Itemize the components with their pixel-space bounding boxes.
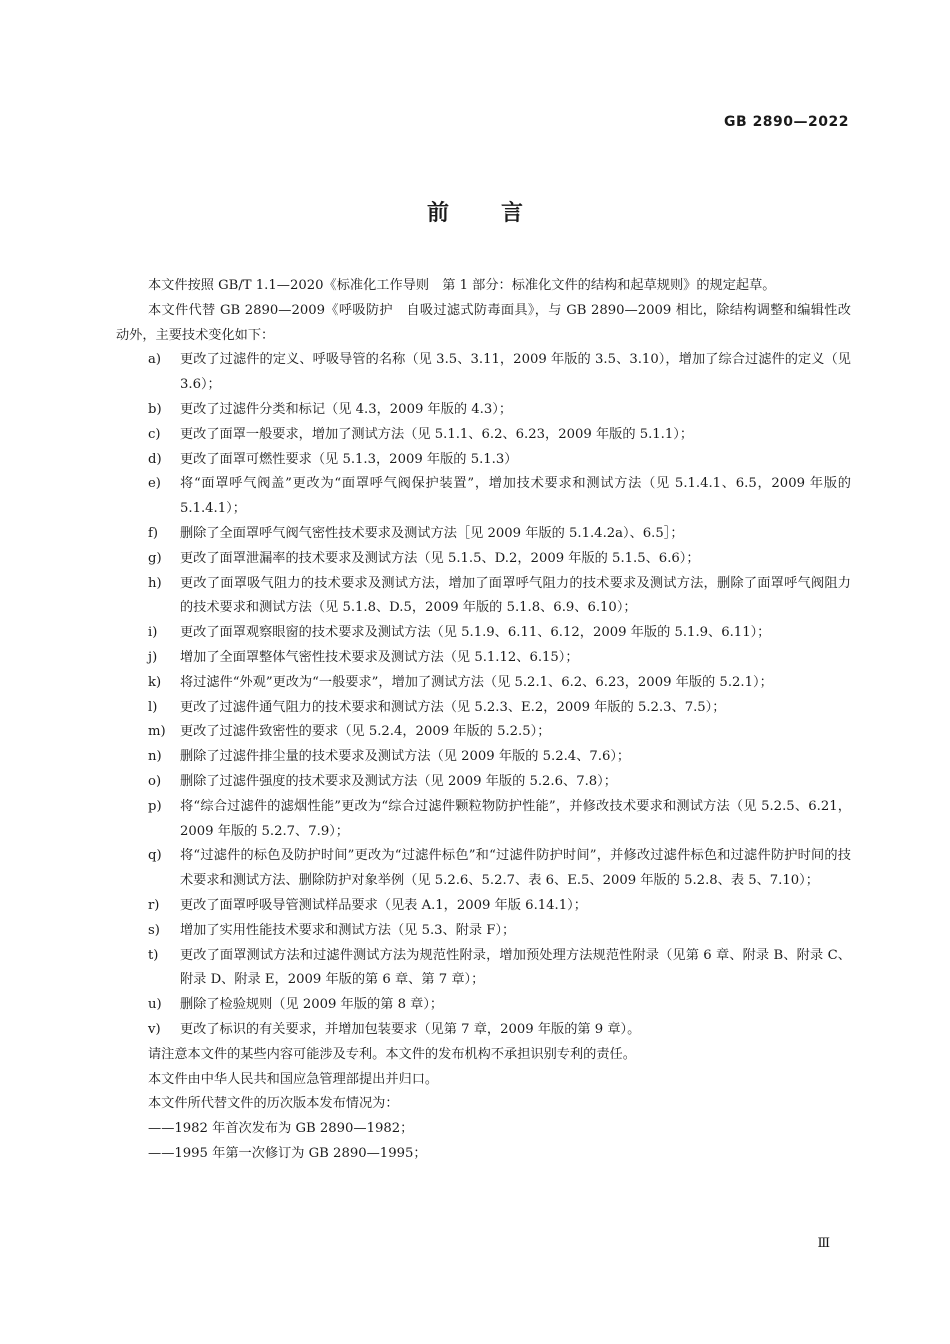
- change-item-text: 将“过滤件的标色及防护时间”更改为“过滤件标色”和“过滤件防护时间”，并修改过滤件标色和过滤件防护时间的技术要求和测试方法、删除防护对象举例（见 5.2.6、5.2.7、表 6、E.5、2009 年版的 5.2.8、表 5、7.10）；: [180, 848, 851, 889]
- change-item-label: l): [148, 699, 158, 715]
- change-item-text: 更改了面罩观察眼窗的技术要求及测试方法（见 5.1.9、6.11、6.12，2009 年版的 5.1.9、6.11）；: [180, 625, 771, 641]
- change-item: [116, 522, 851, 547]
- change-item-text: 更改了过滤件的定义、呼吸导管的名称（见 3.5、3.11，2009 年版的 3.5、3.10），增加了综合过滤件的定义（见 3.6）；: [180, 352, 851, 393]
- change-item-text: 增加了全面罩整体气密性技术要求及测试方法（见 5.1.12、6.15）；: [180, 649, 579, 665]
- change-item-label: i): [148, 625, 158, 641]
- change-item-label: k): [148, 674, 162, 690]
- change-item: [116, 646, 851, 671]
- change-item: [116, 1018, 851, 1043]
- change-item-text: 更改了过滤件分类和标记（见 4.3，2009 年版的 4.3）；: [180, 401, 513, 417]
- change-item-label: n): [148, 749, 162, 765]
- change-item: [116, 572, 851, 622]
- intro-paragraph: 本文件按照 GB/T 1.1—2020《标准化工作导则 第 1 部分：标准化文件的结构和起草规则》的规定起草。: [148, 278, 776, 293]
- change-item-text: 删除了过滤件排尘量的技术要求及测试方法（见 2009 年版的 5.2.4、7.6）；: [180, 749, 631, 765]
- change-item-label: r): [148, 897, 160, 913]
- change-item-text: 更改了面罩可燃性要求（见 5.1.3，2009 年版的 5.1.3）: [180, 451, 518, 467]
- change-item: [116, 448, 851, 473]
- change-item-label: v): [148, 1021, 161, 1037]
- page-number: Ⅲ: [817, 1236, 830, 1251]
- change-item: [116, 696, 851, 721]
- standard-code: GB 2890—2022: [724, 114, 849, 130]
- closing-paragraph: 本文件所代替文件的历次版本发布情况为：: [148, 1096, 399, 1112]
- change-item-text: 将“综合过滤件的滤烟性能”更改为“综合过滤件颗粒物防护性能”，并修改技术要求和测试方法（见 5.2.5、6.21，2009 年版的 5.2.7、7.9）；: [180, 798, 851, 839]
- document-body: [116, 274, 851, 1167]
- change-item-label: j): [148, 649, 158, 665]
- change-item: [116, 919, 851, 944]
- change-item-label: m): [148, 724, 166, 740]
- change-item-text: 更改了面罩一般要求，增加了测试方法（见 5.1.1、6.2、6.23，2009 年版的 5.1.1）；: [180, 426, 694, 442]
- change-item-text: 更改了面罩吸气阻力的技术要求及测试方法，增加了面罩呼气阻力的技术要求及测试方法，删除了面罩呼气阀阻力的技术要求和测试方法（见 5.1.8、D.5，2009 年版的 5.1.8、6.9、6.10）；: [180, 575, 851, 616]
- change-item-label: g): [148, 550, 162, 566]
- change-item-label: t): [148, 947, 159, 963]
- change-item-label: c): [148, 426, 161, 442]
- closing-paragraph: 本文件由中华人民共和国应急管理部提出并归口。: [148, 1071, 439, 1087]
- change-item-label: f): [148, 525, 159, 541]
- change-item-text: 更改了面罩呼吸导管测试样品要求（见表 A.1，2009 年版 6.14.1）；: [180, 897, 587, 913]
- version-history-item: ——1982 年首次发布为 GB 2890—1982；: [148, 1121, 414, 1137]
- change-item: [116, 671, 851, 696]
- change-item-text: 将过滤件“外观”更改为“一般要求”，增加了测试方法（见 5.2.1、6.2、6.23，2009 年版的 5.2.1）；: [180, 674, 773, 690]
- change-item-text: 更改了面罩泄漏率的技术要求及测试方法（见 5.1.5、D.2，2009 年版的 5.1.5、6.6）；: [180, 550, 700, 566]
- change-item-label: u): [148, 997, 162, 1013]
- change-item-label: d): [148, 451, 162, 467]
- change-item-text: 将“面罩呼气阀盖”更改为“面罩呼气阀保护装置”，增加技术要求和测试方法（见 5.1.4.1、6.5，2009 年版的 5.1.4.1）；: [180, 476, 851, 517]
- change-item: [116, 423, 851, 448]
- change-item-text: 更改了过滤件通气阻力的技术要求和测试方法（见 5.2.3、E.2，2009 年版的 5.2.3、7.5）；: [180, 699, 726, 715]
- change-item: [116, 944, 851, 994]
- change-item: [116, 993, 851, 1018]
- intro-paragraph: 本文件代替 GB 2890—2009《呼吸防护 自吸过滤式防毒面具》，与 GB 2890—2009 相比，除结构调整和编辑性改动外，主要技术变化如下：: [116, 302, 851, 343]
- change-item-text: 删除了过滤件强度的技术要求及测试方法（见 2009 年版的 5.2.6、7.8）；: [180, 773, 617, 789]
- change-item-label: s): [148, 922, 160, 938]
- change-item-label: e): [148, 476, 161, 492]
- change-item-label: p): [148, 798, 162, 814]
- change-item: [116, 547, 851, 572]
- change-item: [116, 472, 851, 522]
- page-title: 前言: [426, 201, 575, 226]
- change-item-label: a): [148, 352, 162, 368]
- change-item: [116, 795, 851, 845]
- change-item: [116, 621, 851, 646]
- change-item-text: 删除了检验规则（见 2009 年版的第 8 章）；: [180, 997, 444, 1013]
- change-item-label: b): [148, 401, 162, 417]
- change-item-text: 更改了过滤件致密性的要求（见 5.2.4，2009 年版的 5.2.5）；: [180, 724, 551, 740]
- change-item-text: 更改了标识的有关要求，并增加包装要求（见第 7 章，2009 年版的第 9 章）。: [180, 1021, 641, 1037]
- change-item: [116, 720, 851, 745]
- change-item-label: h): [148, 575, 162, 591]
- change-item: [116, 348, 851, 398]
- change-item-text: 删除了全面罩呼气阀气密性技术要求及测试方法［见 2009 年版的 5.1.4.2a）、6.5］；: [180, 525, 684, 541]
- change-item: [116, 398, 851, 423]
- change-item-text: 更改了面罩测试方法和过滤件测试方法为规范性附录，增加预处理方法规范性附录（见第 6 章、附录 B、附录 C、附录 D、附录 E，2009 年版的第 6 章、第 7 章）；: [180, 947, 851, 988]
- change-item: [116, 770, 851, 795]
- change-item: [116, 894, 851, 919]
- change-item-text: 增加了实用性能技术要求和测试方法（见 5.3、附录 F）；: [180, 922, 516, 938]
- change-item: [116, 844, 851, 894]
- change-item-label: o): [148, 773, 162, 789]
- closing-paragraph: 请注意本文件的某些内容可能涉及专利。本文件的发布机构不承担识别专利的责任。: [148, 1046, 636, 1062]
- change-item: [116, 745, 851, 770]
- version-history-item: ——1995 年第一次修订为 GB 2890—1995；: [148, 1145, 427, 1161]
- changes-list: [116, 348, 851, 1042]
- change-item-label: q): [148, 848, 162, 864]
